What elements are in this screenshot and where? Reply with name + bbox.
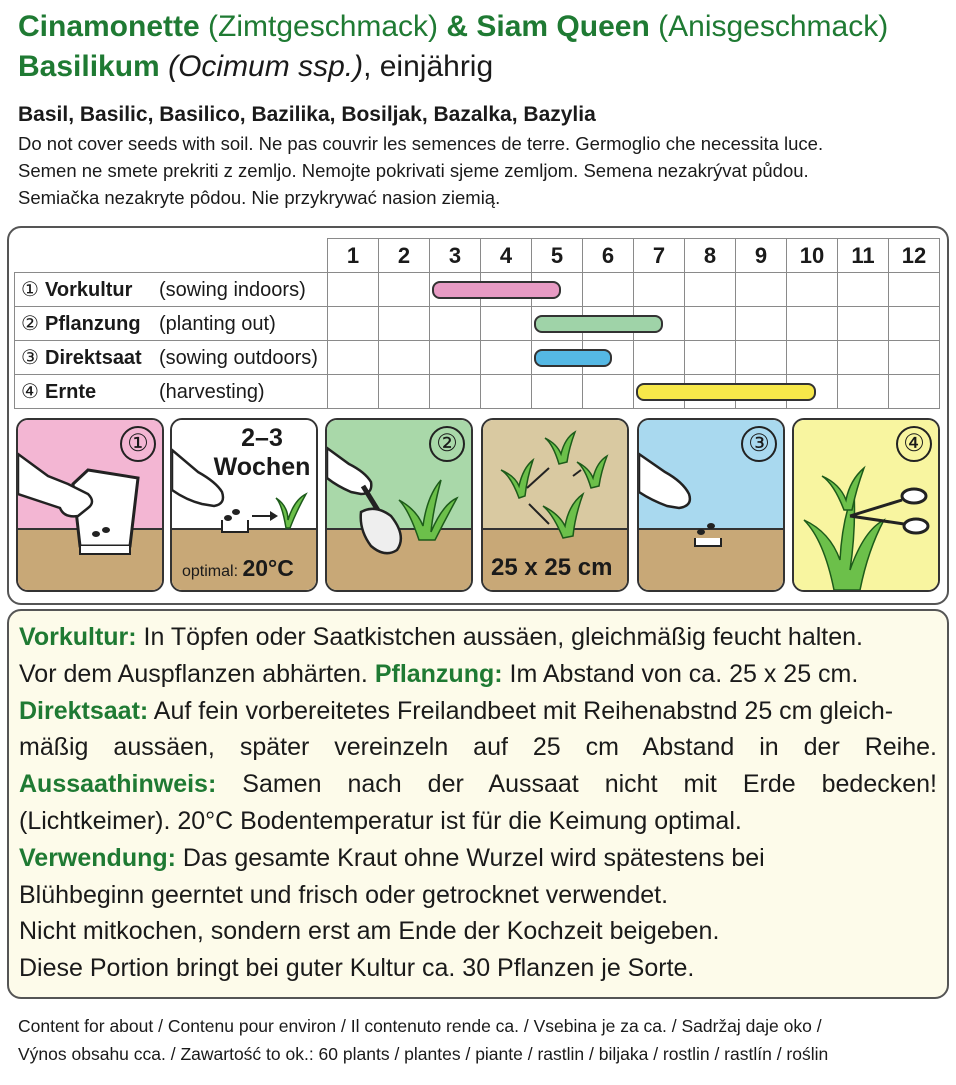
variety-2: Siam Queen [476,10,650,43]
flavor-1: (Zimtgeschmack) [199,10,447,43]
ampersand: & [446,10,477,43]
calendar-row: ③ Direktsaat (sowing outdoors) [15,341,940,375]
icon-sowing-indoors [16,418,164,592]
flavor-2: (Anisgeschmack) [649,10,889,43]
direktsaat-heading: Direktsaat: [19,696,149,725]
month-8: 8 [685,239,736,273]
month-3: 3 [430,239,481,273]
month-9: 9 [736,239,787,273]
icon-plant-spacing [481,418,629,592]
row-title: Vorkultur [45,279,133,301]
latin-name: (Ocimum ssp.) [168,50,364,83]
ernte-period-bar [636,383,817,401]
month-1: 1 [328,239,379,273]
month-4: 4 [481,239,532,273]
month-5: 5 [532,239,583,273]
spacing-label: 25 x 25 cm [491,554,613,581]
icon-planting-out [325,418,473,592]
row-title: Direktsaat [45,347,142,369]
content-line-2: Výnos obsahu cca. / Zawartość to ok.: 60 plants / plantes / piante / rastlin / biljaka / rostlin / rastlín / roślin [18,1044,829,1064]
aussaathinweis-heading: Aussaathinweis: [19,770,217,799]
row-translation: (harvesting) [159,381,265,403]
title-plant [18,50,493,84]
step-1-badge: ① [120,426,156,462]
note-line-1: Do not cover seeds with soil. Ne pas couvrir les semences de terre. Germoglio che necessita luce. [18,133,824,154]
row-translation: (sowing outdoors) [159,347,318,369]
calendar-row: ① Vorkultur (sowing indoors) [15,273,940,307]
row-translation: (planting out) [159,313,276,335]
month-7: 7 [634,239,685,273]
row-translation: (sowing indoors) [159,279,306,301]
month-12: 12 [889,239,940,273]
note-line-3: Semiačka nezakryte pôdou. Nie przykrywać nasion ziemią. [18,187,501,208]
month-11: 11 [838,239,889,273]
direktsaat-period-bar [534,349,613,367]
month-header [15,239,940,273]
month-10: 10 [787,239,838,273]
month-6: 6 [583,239,634,273]
calendar-row: ④ Ernte (harvesting) [15,375,940,409]
row-title: Pflanzung [45,313,141,335]
germination-weeks: 2–3 Wochen [213,424,311,481]
optimal-temperature: optimal: 20°C [182,555,294,581]
title-varieties [18,10,888,44]
icon-harvesting [792,418,940,592]
vorkultur-heading: Vorkultur: [19,623,137,651]
icon-sowing-outdoors [637,418,785,592]
pflanzung-heading: Pflanzung: [374,659,503,688]
multilingual-names: Basil, Basilic, Basilico, Bazilika, Bosiljak, Bazalka, Bazylia [18,103,596,126]
cultivation-instructions: Vorkultur: In Töpfen oder Saatkistchen aussäen, gleichmäßig feucht halten. Vor dem Auspflanzen abhärten. Pflanzung: Im Abstand von ca. 25 x 25 cm. Direktsaat: Auf fein vorbereitetes Freilandbeet mit Reihenabstnd 25 cm gleich- mäßig aussäen, später vereinzeln auf 25 cm Abstand in der Reihe. Aussaathinweis: Samen nach der Aussaat nicht mit Erde bedecken! (Lichtkeimer). 20°C Bodentemperatur ist für die Keimung optimal. Verwendung: Das gesamte Kraut ohne Wurzel wird spätestens bei Blühbeginn geerntet und frisch oder getrocknet verwendet. Nicht mitkochen, sondern erst am Ende der Kochzeit beigeben. Diese Portion bringt bei guter Kultur ca. 30 Pflanzen je Sorte. [19,623,937,983]
step-3-badge: ③ [741,426,777,462]
note-line-2: Semen ne smete prekriti z zemljo. Nemojte pokrivati sjeme zemljom. Semena nezakrývat půdou. [18,160,809,181]
step-2-badge: ② [429,426,465,462]
plant-name: Basilikum [18,50,160,83]
month-2: 2 [379,239,430,273]
icon-germination [170,418,318,592]
pflanzung-period-bar [534,315,664,333]
content-line-1: Content for about / Contenu pour environ / Il contenuto rende ca. / Vsebina je za ca. / Sadržaj daje oko / [18,1016,822,1036]
variety-1: Cinamonette [18,10,200,43]
verwendung-heading: Verwendung: [19,843,176,872]
annual-label: , einjährig [363,50,494,83]
calendar-row: ② Pflanzung (planting out) [15,307,940,341]
step-4-badge: ④ [896,426,932,462]
vorkultur-period-bar [432,281,562,299]
row-title: Ernte [45,381,97,403]
